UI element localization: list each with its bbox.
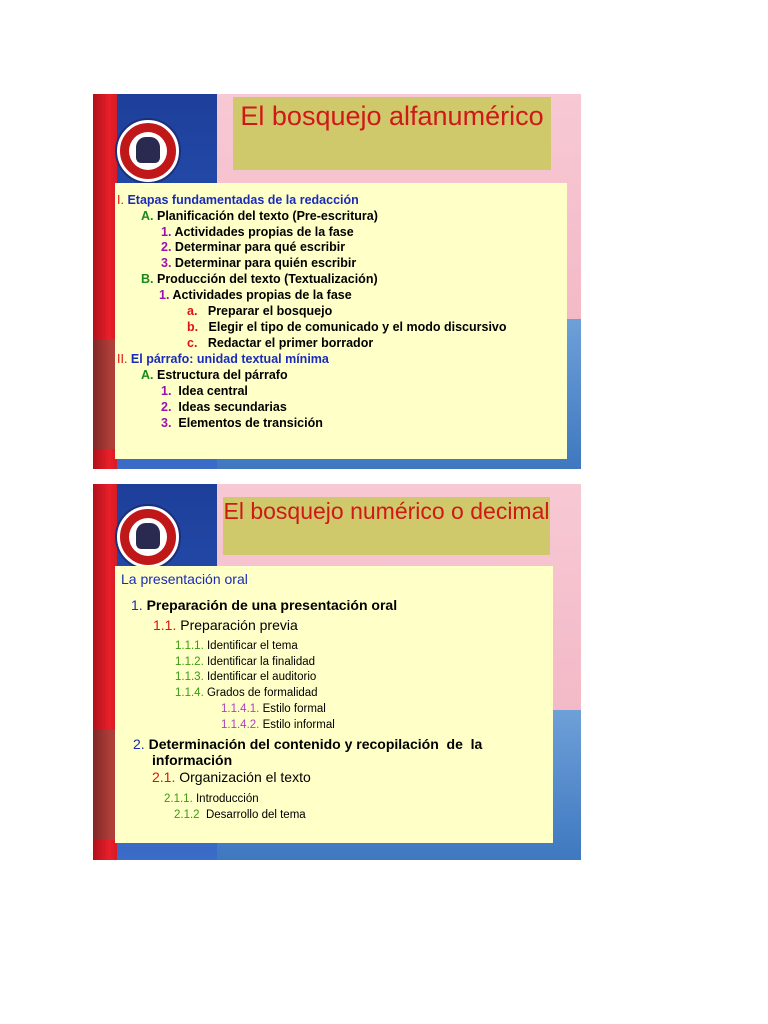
outline-line: 1. Actividades propias de la fase (161, 225, 354, 239)
outline-line: 3. Elementos de transición (161, 416, 323, 430)
slide-title: El bosquejo numérico o decimal (223, 497, 550, 555)
outline-line: 2. Determinar para qué escribir (161, 240, 346, 254)
outline-line: 2. Ideas secundarias (161, 400, 287, 414)
outline-line: B. Producción del texto (Textualización) (141, 272, 378, 286)
outline-line: 1.1.4.2. Estilo informal (221, 719, 335, 731)
outline-line: b. Elegir el tipo de comunicado y el modo discursivo (187, 320, 507, 334)
outline-line: 1. Preparación de una presentación oral (131, 597, 398, 613)
outline-line: A. Estructura del párrafo (141, 368, 288, 382)
outline-line: 2. Determinación del contenido y recopilación de la (133, 736, 483, 752)
slide-title: El bosquejo alfanumérico (233, 97, 551, 170)
outline-line: 1. Idea central (161, 384, 248, 398)
outline-line: II. El párrafo: unidad textual mínima (117, 352, 329, 366)
outline-line: a. Preparar el bosquejo (187, 304, 333, 318)
outline-line: 1.1.4.1. Estilo formal (221, 703, 326, 715)
outline-line: 1.1.3. Identificar el auditorio (175, 671, 317, 683)
slide-numerico-decimal (93, 484, 581, 860)
slide-alfanumerico (93, 94, 581, 469)
outline-line: c. Redactar el primer borrador (187, 336, 374, 350)
outline-line: 1. Actividades propias de la fase (159, 288, 352, 302)
outline-line: 3. Determinar para quién escribir (161, 256, 357, 270)
outline-line: A. Planificación del texto (Pre-escritura) (141, 209, 378, 223)
outline-line: 1.1.2. Identificar la finalidad (175, 656, 316, 668)
outline-content (115, 566, 553, 843)
outline-line: 2.1.2 Desarrollo del tema (174, 809, 306, 821)
outline-line: 1.1.1. Identificar el tema (175, 640, 298, 652)
institution-seal-icon (117, 120, 179, 182)
outline-line: información (152, 752, 233, 768)
outline-line: 1.1. Preparación previa (153, 617, 298, 633)
outline-content (115, 183, 567, 459)
institution-seal-icon (117, 506, 179, 568)
outline-line: I. Etapas fundamentadas de la redacción (117, 193, 359, 207)
outline-heading: La presentación oral (121, 571, 248, 587)
outline-line: 1.1.4. Grados de formalidad (175, 687, 318, 699)
outline-line: 2.1. Organización el texto (152, 769, 311, 785)
outline-line: 2.1.1. Introducción (164, 793, 259, 805)
